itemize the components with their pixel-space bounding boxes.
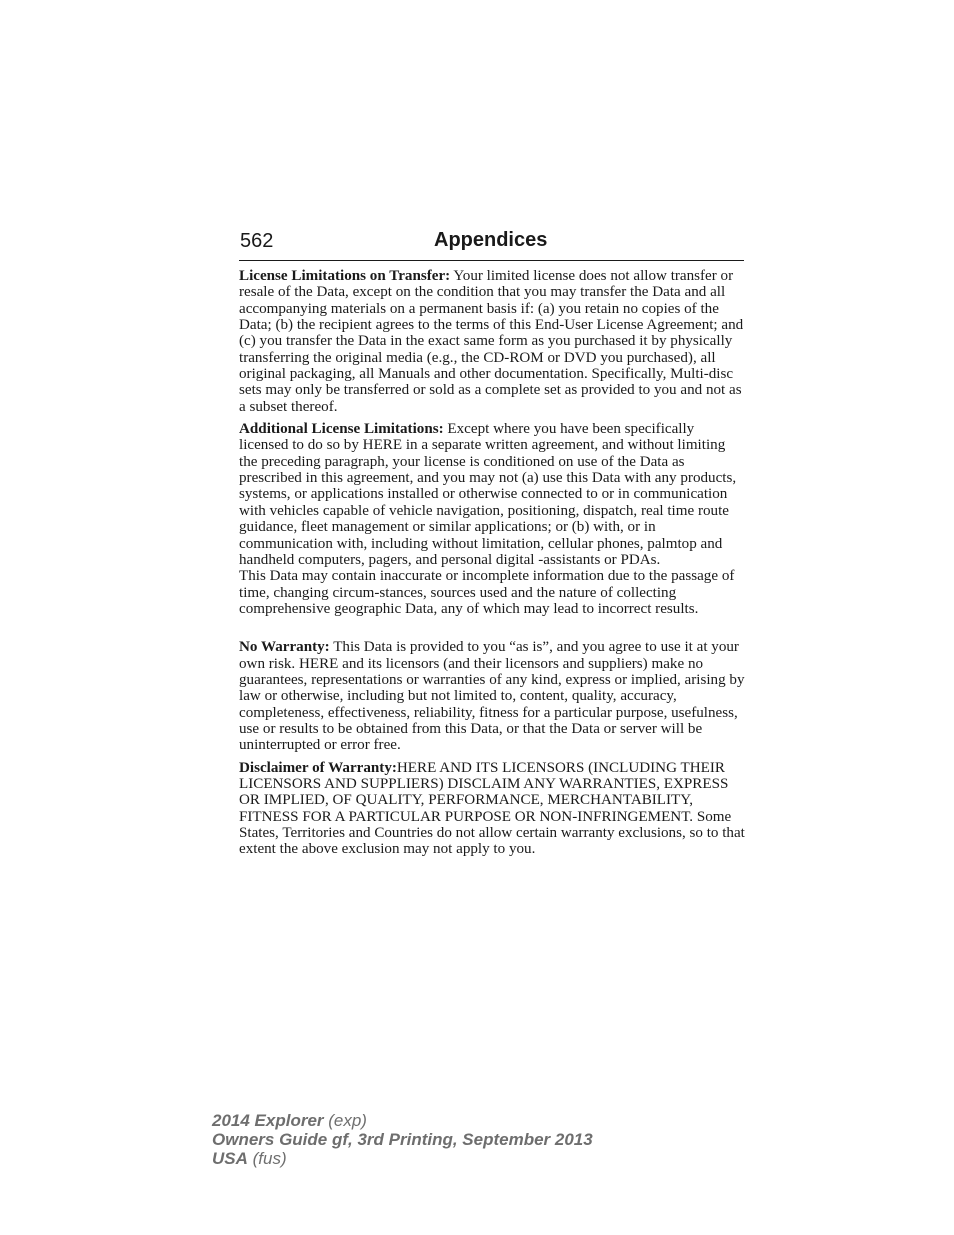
additional-limitations-text: Except where you have been specifically licensed to do so by HERE in a separate written agreement, and without limiting the preceding paragraph, your license is conditioned on use of the Data as prescribed in this agreement, and you may not (a) use this Data with any products, systems, or applications installed or otherwise connected to or in communication with vehicles capable of vehicle navigation, positioning, dispatch, real time route guidance, fleet management or similar applications; or (b) with, or in communication with, including without limitation, cellular phones, palmtop and handheld computers, pagers, and personal digital -assistants or PDAs. [239,421,737,568]
footer-market-code: (fus) [247,1149,287,1168]
footer-guide-line: Owners Guide gf, 3rd Printing, September 2013 [212,1130,593,1149]
footer-market: USA [212,1149,248,1168]
no-warranty-heading: No Warranty: [239,639,330,656]
footer-model-line [212,1111,593,1130]
license-transfer-text: Your limited license does not allow transfer or resale of the Data, except on the condition that you may transfer the Data and all accompanying materials on a permanent basis if: (a) you retain no copies of the Data; (b) the recipient agrees to the terms of this End-User License Agreement; and (c) you transfer the Data in the exact same form as you purchased it by physically transferring the original media (e.g., the CD-ROM or DVD you purchased), all original packaging, all Manuals and other documentation. Specifically, Multi-disc sets may only be transferred or sold as a complete set as provided to you and not as a subset thereof. [239,268,744,415]
inaccuracy-paragraph: This Data may contain inaccurate or incomplete information due to the passage of time, changing circum-stances, sources used and the nature of collecting comprehensive geographic Data, any of which may lead to incorrect results. [239,568,735,617]
disclaimer-heading: Disclaimer of Warranty: [239,759,397,776]
no-warranty-paragraph [239,639,747,753]
license-transfer-heading: License Limitations on Transfer: [239,268,451,284]
footer-model: 2014 Explorer [212,1111,324,1130]
page-body [239,268,747,858]
footer-market-line [212,1149,593,1168]
page-number: 562 [240,230,274,252]
page-header [239,228,744,261]
footer-model-code: (exp) [323,1111,367,1130]
additional-limitations-paragraph [239,421,747,568]
no-warranty-text: This Data is provided to you “as is”, and you agree to use it at your own risk. HERE and its licensors (and their licensors and suppliers) make no guarantees, representations or warranties of any kind, express or implied, arising by law or otherwise, including but not limited to, content, quality, accuracy, completeness, effectiveness, reliability, fitness for a particular purpose, usefulness, use or results to be obtained from this Data, or that the Data or server will be uninterrupted or error free. [239,639,745,754]
license-transfer-paragraph [239,268,747,415]
section-title: Appendices [434,229,548,251]
disclaimer-paragraph [239,760,747,858]
additional-limitations-heading: Additional License Limitations: [239,421,444,438]
page-footer [212,1111,593,1168]
disclaimer-text: HERE AND ITS LICENSORS (INCLUDING THEIR LICENSORS AND SUPPLIERS) DISCLAIM ANY WARRANTIES, EXPRESS OR IMPLIED, OF QUALITY, PERFORMANCE, MERCHANTABILITY, FITNESS FOR A PARTICULAR PURPOSE OR NON-INFRINGEMENT. Some States, Territories and Countries do not allow certain warranty exclusions, so to that extent the above exclusion may not apply to you. [239,759,745,858]
